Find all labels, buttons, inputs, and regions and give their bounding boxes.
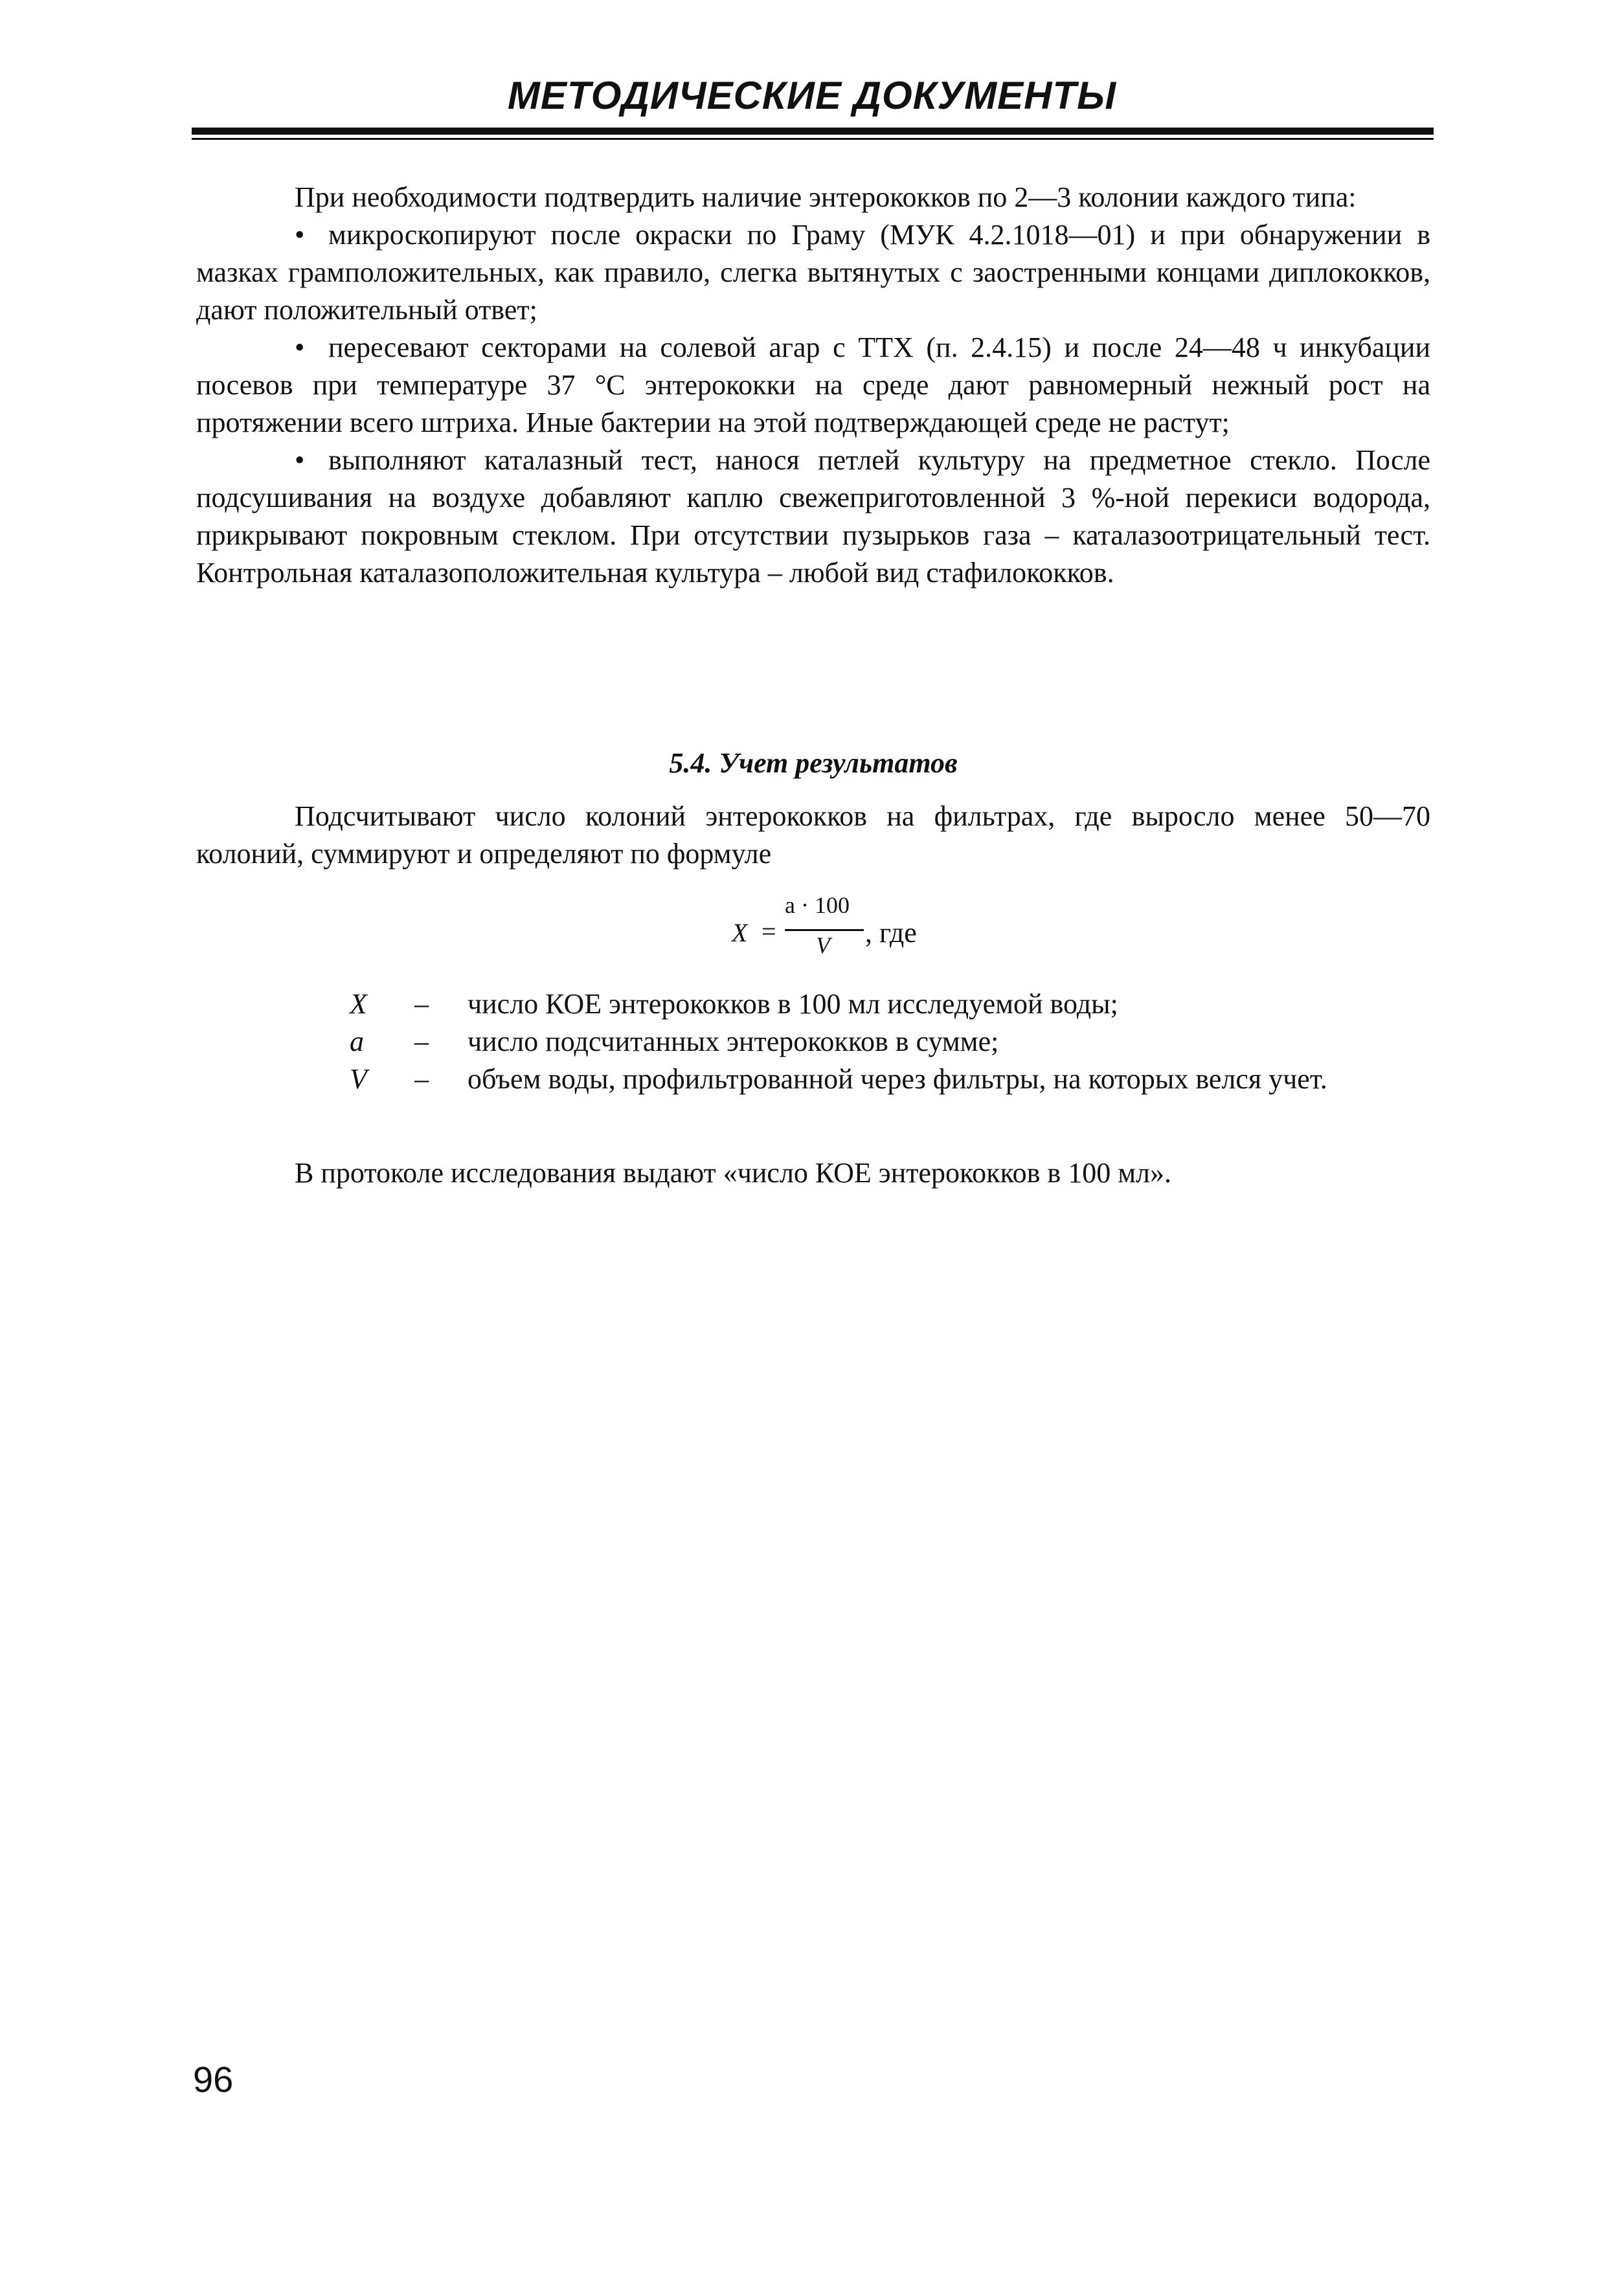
header-rule-thin [192,138,1434,140]
definition-text: число КОЕ энтерококков в 100 мл исследуемой воды; [468,988,1118,1020]
definition-text: объем воды, профильтрованной через фильтры, на которых велся учет. [468,1063,1327,1095]
bullet-item-3 [196,442,1430,592]
formula [732,892,991,974]
bullet-item-1 [196,216,1430,329]
definition-dash: – [414,1026,429,1057]
bullet-marker: • [295,444,305,476]
definition-symbol: V [350,1063,367,1095]
bullet-text: пересевают секторами на солевой агар с ТТХ (п. 2.4.15) и после 24—48 ч инкубации посевов при температуре 37 °С энтерококки на среде дают равномерный нежный рост на протяжении всего штриха. Иные бактерии на этой подтверждающей среде не растут; [196,331,1430,438]
section-heading: 5.4. Учет результатов [669,747,958,779]
bullet-text: микроскопируют после окраски по Граму (МУК 4.2.1018—01) и при обнаружении в мазках грамположительных, как правило, слегка вытянутых с заостренными концами диплококков, дают положительный ответ; [196,219,1430,326]
running-header-title: МЕТОДИЧЕСКИЕ ДОКУМЕНТЫ [507,74,1117,117]
formula-numerator: a · 100 [785,892,850,918]
definition-dash: – [414,1063,429,1095]
closing-paragraph: В протоколе исследования выдают «число КОЕ энтерококков в 100 мл». [295,1157,1172,1189]
intro-paragraph: При необходимости подтвердить наличие энтерококков по 2—3 колонии каждого типа: [295,181,1357,213]
section-text-block [196,798,1430,873]
definition-symbol: a [350,1026,364,1057]
definition-text: число подсчитанных энтерококков в сумме; [468,1026,999,1057]
bullet-marker: • [295,219,305,251]
header-rule-thick [192,128,1434,135]
section-paragraph: Подсчитывают число колоний энтерококков на фильтрах, где выросло менее 50—70 колоний, суммируют и определяют по формуле [196,800,1430,870]
bullet-marker: • [295,331,305,363]
page-number: 96 [193,2059,234,2100]
closing-text-block [196,1154,1430,1192]
definition-symbol: X [350,988,367,1020]
upper-text-block [196,179,1430,592]
formula-fraction-bar [785,929,864,931]
formula-lhs: X [732,918,748,947]
formula-equals: = [761,917,776,946]
formula-suffix: , где [865,917,917,949]
formula-denominator: V [816,932,830,958]
bullet-text: выполняют каталазный тест, нанося петлей культуру на предметное стекло. После подсушивания на воздухе добавляют каплю свежеприготовленной 3 %-ной перекиси водорода, прикрывают покровным стеклом. При отсутствии пузырьков газа – каталазоотрицательный тест. Контрольная каталазоположительная культура – любой вид стафилококков. [196,444,1430,589]
bullet-item-2 [196,329,1430,442]
definition-dash: – [414,988,429,1020]
